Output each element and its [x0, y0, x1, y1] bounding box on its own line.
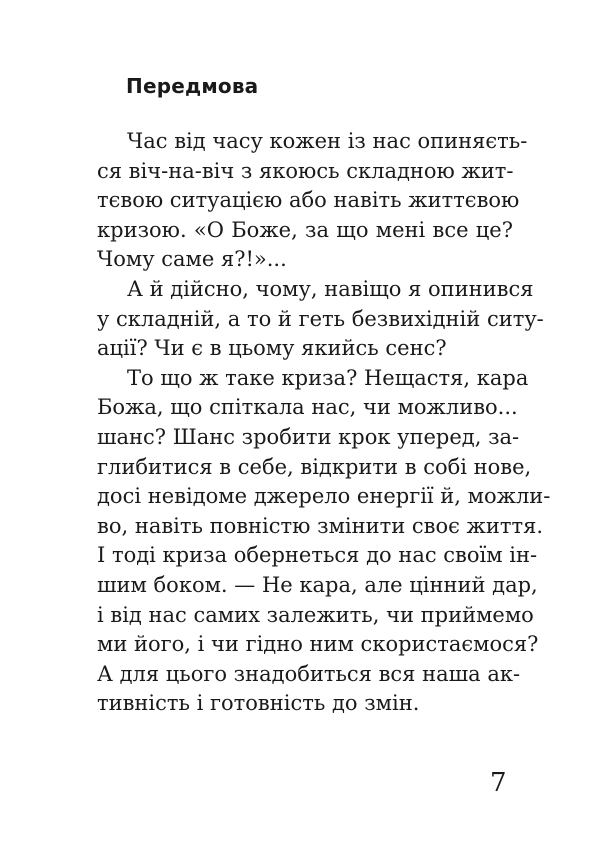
- text-line: Божа, що спіткала нас, чи можливо...: [97, 395, 518, 420]
- text-line: ації? Чи є в цьому якийсь сенс?: [97, 336, 447, 361]
- text-line: шанс? Шанс зробити крок уперед, за-: [97, 424, 520, 449]
- body-text: [97, 127, 551, 719]
- text-line: Чому саме я?!»...: [97, 247, 287, 272]
- text-line: і від нас самих залежить, чи приймемо: [97, 602, 534, 627]
- text-line: шим боком. — Не кара, але цінний дар,: [97, 572, 538, 597]
- text-line: А й дійсно, чому, навіщо я опинився: [127, 276, 534, 301]
- page-number: 7: [490, 768, 507, 798]
- text-line: глибитися в себе, відкрити в собі нове,: [97, 454, 532, 479]
- text-line: кризою. «О Боже, за що мені все це?: [97, 217, 513, 242]
- text-line: у складній, а то й геть безвихідній ситу-: [97, 306, 544, 331]
- text-line: тивність і готовність до змін.: [97, 691, 420, 716]
- text-line: То що ж таке криза? Нещастя, кара: [127, 365, 529, 390]
- text-line: досі невідоме джерело енергії й, можли-: [97, 484, 551, 509]
- text-line: во, навіть повністю змінити своє життя.: [97, 513, 544, 538]
- text-line: ся віч-на-віч з якоюсь складною жит-: [97, 158, 514, 183]
- text-line: А для цього знадобиться вся наша ак-: [97, 661, 521, 686]
- text-line: тєвою ситуацією або навіть життєвою: [97, 188, 520, 213]
- page-heading: Передмова: [126, 74, 259, 98]
- text-line: Час від часу кожен із нас опиняєть-: [127, 129, 528, 153]
- text-line: І тоді криза обернеться до нас своїм ін-: [97, 543, 538, 568]
- text-line: ми його, і чи гідно ним скористаємося?: [97, 632, 539, 657]
